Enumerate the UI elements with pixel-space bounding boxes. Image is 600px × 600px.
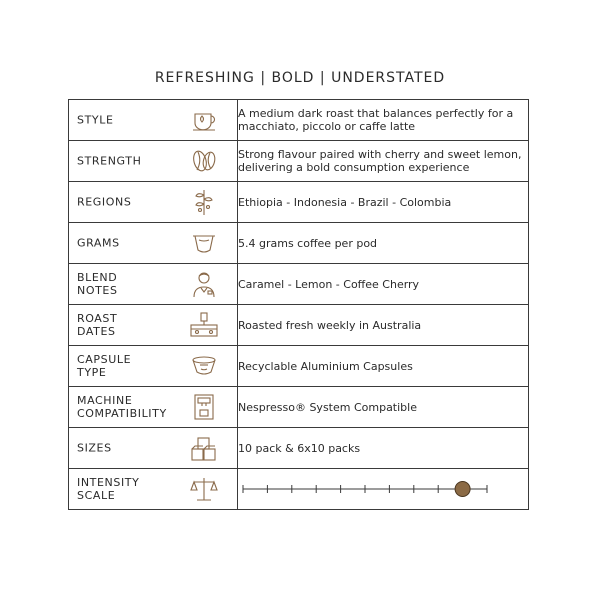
row-desc-roast-dates: Roasted fresh weekly in Australia [238, 318, 422, 332]
capsule-icon [189, 351, 219, 381]
row-label-strength: STRENGTH [77, 154, 142, 168]
barista-icon [189, 269, 219, 299]
coffee-machine-icon [189, 392, 219, 422]
coffee-pod-icon [189, 228, 219, 258]
row-desc-strength: Strong flavour paired with cherry and sweet lemon, delivering a bold consumption experience [238, 148, 522, 174]
intensity-scale [238, 469, 528, 509]
row-desc-style: A medium dark roast that balances perfectly for a macchiato, piccolo or caffe latte [238, 107, 514, 133]
page-title: REFRESHING | BOLD | UNDERSTATED [154, 70, 446, 86]
row-label-grams: GRAMS [77, 236, 120, 250]
table-row [69, 141, 529, 182]
row-desc-machine-compatibility: Nespresso® System Compatible [238, 400, 417, 414]
row-label-machine-compatibility: MACHINE COMPATIBILITY [77, 394, 167, 420]
table-row [69, 469, 529, 510]
intensity-marker [455, 482, 470, 497]
spec-table [68, 99, 529, 510]
balance-scale-icon [189, 474, 219, 504]
row-label-intensity-scale: INTENSITY SCALE [77, 476, 140, 502]
row-label-capsule-type: CAPSULE TYPE [77, 353, 132, 379]
coffee-plant-icon [189, 187, 219, 217]
row-label-regions: REGIONS [77, 195, 132, 209]
coffee-cup-icon [189, 105, 219, 135]
row-label-roast-dates: ROAST DATES [77, 312, 118, 338]
table-row [69, 346, 529, 387]
row-desc-sizes: 10 pack & 6x10 packs [238, 441, 361, 455]
row-desc-regions: Ethiopia - Indonesia - Brazil - Colombia [238, 195, 452, 209]
table-row [69, 223, 529, 264]
table-row [69, 264, 529, 305]
row-desc-grams: 5.4 grams coffee per pod [238, 236, 378, 250]
intensity-scale-track [238, 469, 522, 509]
roaster-icon [189, 310, 219, 340]
table-row [69, 428, 529, 469]
table-row [69, 305, 529, 346]
table-row [69, 387, 529, 428]
row-label-sizes: SIZES [77, 441, 112, 455]
row-label-style: STYLE [77, 113, 114, 127]
table-row [69, 100, 529, 141]
row-desc-capsule-type: Recyclable Aluminium Capsules [238, 359, 413, 373]
row-desc-blend-notes: Caramel - Lemon - Coffee Cherry [238, 277, 420, 291]
coffee-bean-icon [189, 146, 219, 176]
boxes-icon [189, 433, 219, 463]
row-label-blend-notes: BLEND NOTES [77, 271, 118, 297]
table-row [69, 182, 529, 223]
